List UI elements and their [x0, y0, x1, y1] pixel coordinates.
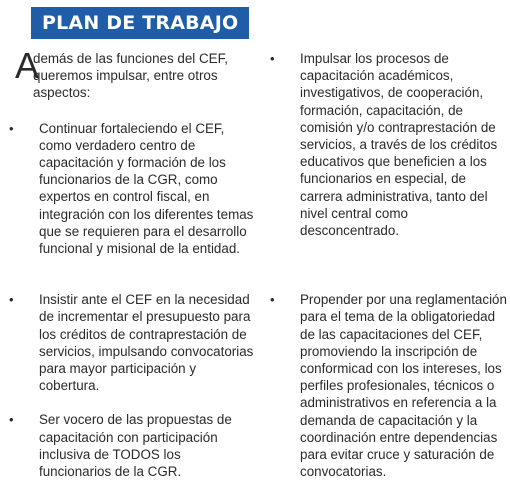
bullet-icon: •: [9, 120, 14, 136]
list-item-text: Ser vocero de las propuestas de capacitación con participación inclusiva de TODOS los funcionarios de la CGR.: [39, 412, 232, 480]
list-item: [5, 411, 255, 480]
bullet-icon: •: [270, 51, 275, 66]
intro-paragraph: [5, 45, 255, 102]
bullet-icon: •: [9, 292, 14, 308]
list-item-text: Propender por una reglamentación para el tema de la obligatoriedad de las capacitaciones del CEF, promoviendo la inscripción de conformicad con los intereses, los perfiles profesionales, técnicos o administrativos en referencia a la demanda de capacitación y la coordinación entre dependencias para evitar cruce y saturación de convocatorias.: [300, 292, 507, 480]
list-item-text: Insistir ante el CEF en la necesidad de incrementar el presupuesto para los créditos de contraprestación de servicios, impulsando convocatorias para mayor participación y cobertura.: [39, 292, 254, 394]
list-item: [5, 291, 255, 394]
bullet-icon: •: [9, 412, 14, 428]
list-item: [5, 120, 255, 258]
list-item-text: Impulsar los procesos de capacitación académicos, investigativos, de cooperación, formación, capacitación, de comisión y/o contraprestación de servicios, a través de los créditos educativos que beneficien a los funcionarios en especial, de carrera administrativa, tanto del nivel central como desconcentrado.: [300, 51, 498, 239]
right-column: [266, 50, 508, 480]
left-column: [5, 45, 255, 480]
list-item-text: Continuar fortaleciendo el CEF, como verdadero centro de capacitación y formación de los funcionarios de la CGR, como expertos en control fiscal, en integración con los diferentes temas que se requieren para el desarrollo funcional y misional de la entidad.: [39, 120, 254, 257]
page-title: PLAN DE TRABAJO: [31, 7, 249, 39]
list-item: [266, 291, 508, 480]
intro-text: demás de las funciones del CEF, queremos impulsar, entre otros aspectos:: [33, 51, 229, 101]
drop-cap: A: [15, 45, 40, 86]
bullet-icon: •: [270, 292, 275, 308]
list-item: [266, 50, 508, 239]
